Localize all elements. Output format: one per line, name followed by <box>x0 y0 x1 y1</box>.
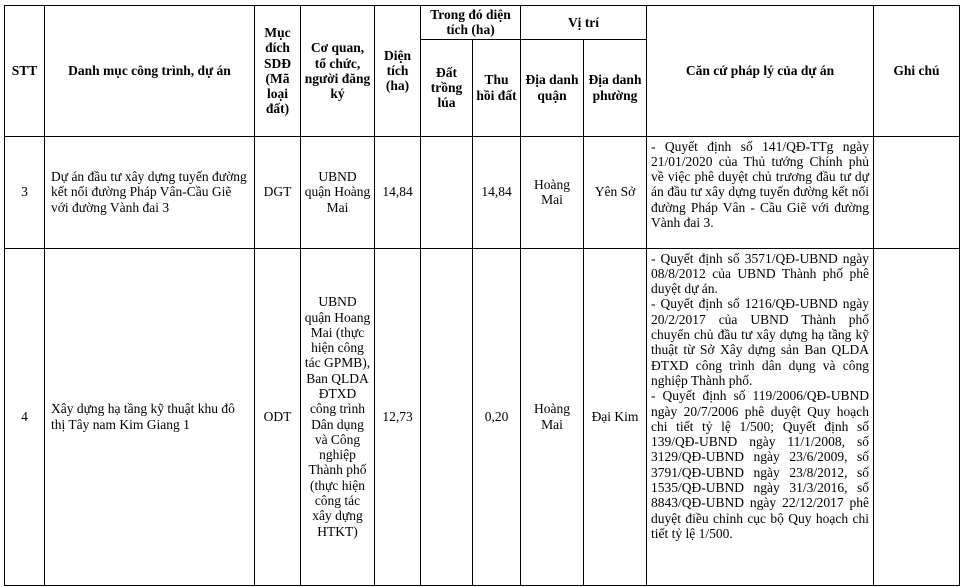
header-location: Vị trí <box>521 6 647 40</box>
row-purpose: DGT <box>255 136 301 248</box>
row-area: 14,84 <box>375 136 421 248</box>
row-recovered: 0,20 <box>473 248 521 585</box>
row-recovered: 14,84 <box>473 136 521 248</box>
row-stt: 4 <box>5 248 45 585</box>
header-recovered: Thu hồi đất <box>473 39 521 136</box>
header-ward: Địa danh phường <box>584 39 647 136</box>
land-use-table <box>4 5 960 586</box>
legal-basis-line: - Quyết định số 119/2006/QĐ-UBND ngày 20/7/2006 phê duyệt Quy hoạch chi tiết tỷ lệ 1/500; Quyết định số 139/QĐ-UBND ngày 11/1/2008, số 3129/QĐ-UBND ngày 23/6/2009, số 3791/QĐ-UBND ngày 23/8/2012, số 1535/QĐ-UBND ngày 31/3/2016, số 8843/QĐ-UBND ngày 22/12/2017 phê duyệt điều chỉnh cục bộ Quy hoạch chi tiết tỷ lệ 1/500. <box>651 388 869 541</box>
row-agency: UBND quận Hoang Mai (thực hiện công tác GPMB), Ban QLDA ĐTXD công trình Dân dụng và Công nghiệp Thành phố (thực hiện công tác xây dựng HTKT) <box>301 248 375 585</box>
header-area: Diện tích (ha) <box>375 6 421 137</box>
row-purpose: ODT <box>255 248 301 585</box>
row-ward: Yên Sở <box>584 136 647 248</box>
row-area: 12,73 <box>375 248 421 585</box>
row-legal <box>647 248 874 585</box>
header-district: Địa danh quận <box>521 39 584 136</box>
table-row <box>5 136 960 248</box>
row-district: Hoàng Mai <box>521 248 584 585</box>
table-row <box>5 248 960 585</box>
header-legal: Căn cứ pháp lý của dự án <box>647 6 874 137</box>
header-including: Trong đó diện tích (ha) <box>421 6 521 40</box>
row-notes <box>874 136 960 248</box>
row-legal <box>647 136 874 248</box>
row-district: Hoàng Mai <box>521 136 584 248</box>
row-project: Xây dựng hạ tầng kỹ thuật khu đô thị Tây nam Kim Giang 1 <box>45 248 255 585</box>
row-stt: 3 <box>5 136 45 248</box>
row-agency: UBND quận Hoàng Mai <box>301 136 375 248</box>
row-rice <box>421 248 473 585</box>
header-rice: Đất trồng lúa <box>421 39 473 136</box>
row-notes <box>874 248 960 585</box>
header-purpose: Mục đích SDĐ (Mã loại đất) <box>255 6 301 137</box>
header-agency: Cơ quan, tổ chức, người đăng ký <box>301 6 375 137</box>
legal-basis-line: - Quyết định số 1216/QĐ-UBND ngày 20/2/2017 của UBND Thành phố chuyển chủ đầu tư xây dựng hạ tầng kỹ thuật từ Sở Xây dựng sản Ban QLDA ĐTXD công trình dân dụng và công nghiệp Thành phố. <box>651 296 869 388</box>
header-stt: STT <box>5 6 45 137</box>
row-project: Dự án đầu tư xây dựng tuyến đường kết nối đường Pháp Vân-Cầu Giẽ với đường Vành đai 3 <box>45 136 255 248</box>
legal-basis-line: - Quyết định số 3571/QĐ-UBND ngày 08/8/2012 của UBND Thành phố phê duyệt dự án. <box>651 250 869 297</box>
header-project: Danh mục công trình, dự án <box>45 6 255 137</box>
row-ward: Đại Kim <box>584 248 647 585</box>
header-notes: Ghi chú <box>874 6 960 137</box>
legal-basis-line: - Quyết định số 141/QĐ-TTg ngày 21/01/2020 của Thủ tướng Chính phủ về việc phê duyệt chủ trương đầu tư dự án đầu tư xây dựng tuyến đường kết nối đường Pháp Vân - Cầu Giẽ với đường Vành đai 3. <box>651 138 869 231</box>
row-rice <box>421 136 473 248</box>
